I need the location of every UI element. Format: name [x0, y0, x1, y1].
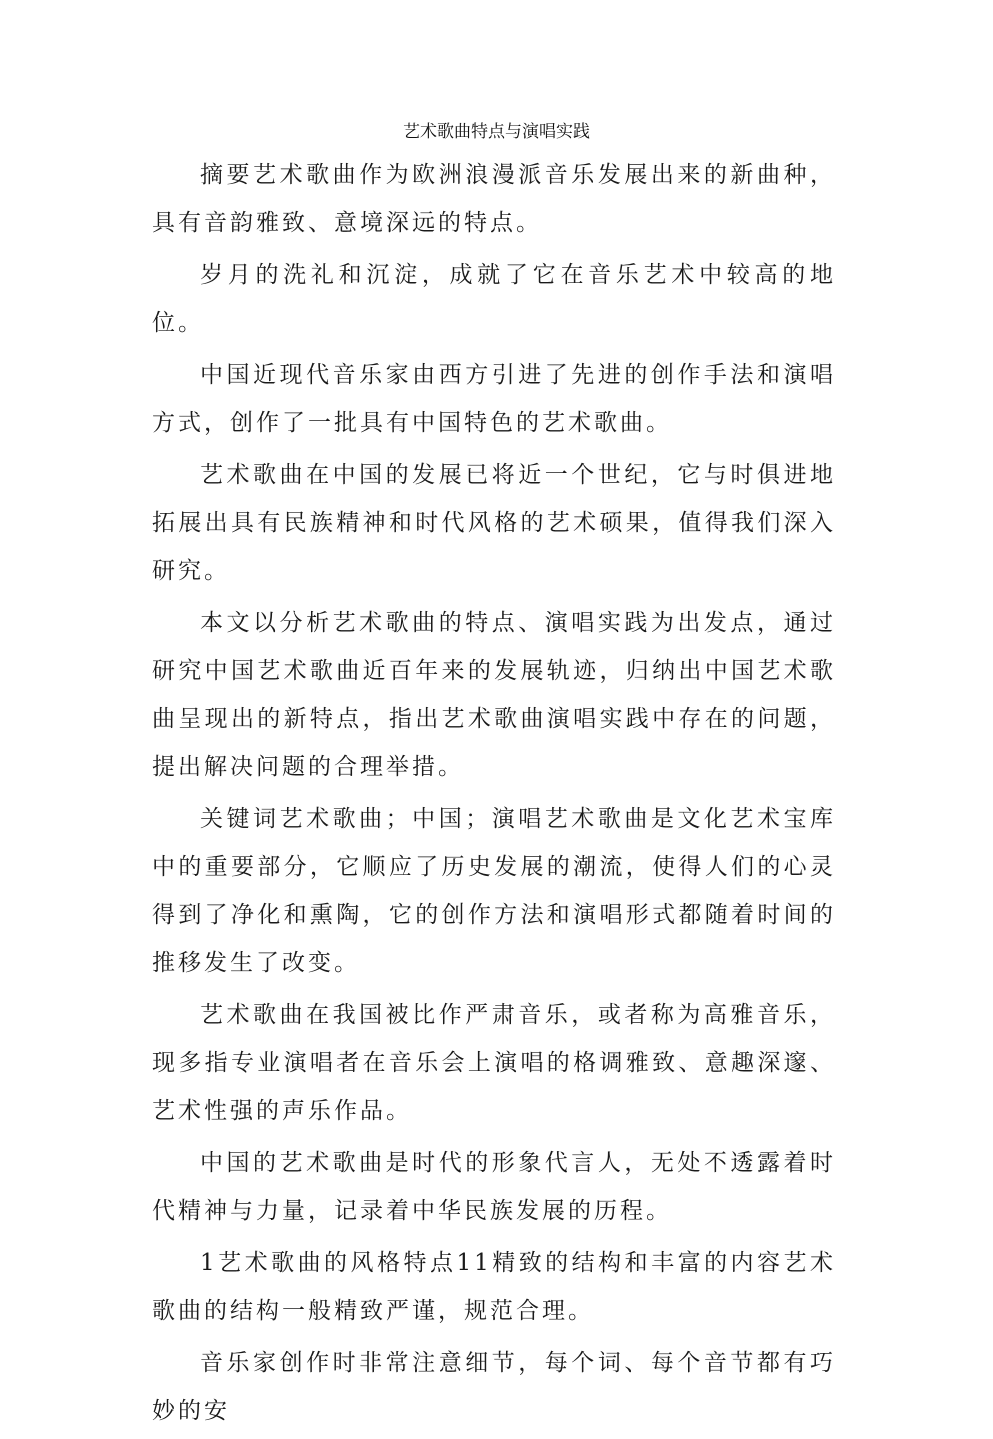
paragraph-keywords: 关键词艺术歌曲；中国；演唱艺术歌曲是文化艺术宝库中的重要部分，它顺应了历史发展的潮流，使得人们的心灵得到了净化和熏陶，它的创作方法和演唱形式都随着时间的推移发生了改变。 — [152, 806, 836, 976]
paragraph-abstract: 摘要艺术歌曲作为欧洲浪漫派音乐发展出来的新曲种，具有音韵雅致、意境深远的特点。 — [152, 162, 836, 236]
document-body — [152, 151, 836, 1439]
paragraph-section-heading: 1艺术歌曲的风格特点11精致的结构和丰富的内容艺术歌曲的结构一般精致严谨，规范合理。 — [152, 1250, 836, 1324]
paragraph: 艺术歌曲在我国被比作严肃音乐，或者称为高雅音乐，现多指专业演唱者在音乐会上演唱的格调雅致、意趣深邃、艺术性强的声乐作品。 — [152, 1002, 836, 1124]
paragraph: 中国的艺术歌曲是时代的形象代言人，无处不透露着时代精神与力量，记录着中华民族发展的历程。 — [152, 1150, 836, 1224]
paragraph: 音乐家创作时非常注意细节，每个词、每个音节都有巧妙的安 — [152, 1350, 836, 1424]
paragraph: 艺术歌曲在中国的发展已将近一个世纪，它与时俱进地拓展出具有民族精神和时代风格的艺术硕果，值得我们深入研究。 — [152, 462, 836, 584]
document-title: 艺术歌曲特点与演唱实践 — [403, 122, 590, 142]
paragraph: 岁月的洗礼和沉淀，成就了它在音乐艺术中较高的地位。 — [152, 262, 836, 336]
paragraph: 中国近现代音乐家由西方引进了先进的创作手法和演唱方式，创作了一批具有中国特色的艺术歌曲。 — [152, 362, 836, 436]
paragraph: 本文以分析艺术歌曲的特点、演唱实践为出发点，通过研究中国艺术歌曲近百年来的发展轨迹，归纳出中国艺术歌曲呈现出的新特点，指出艺术歌曲演唱实践中存在的问题，提出解决问题的合理举措。 — [152, 610, 836, 780]
